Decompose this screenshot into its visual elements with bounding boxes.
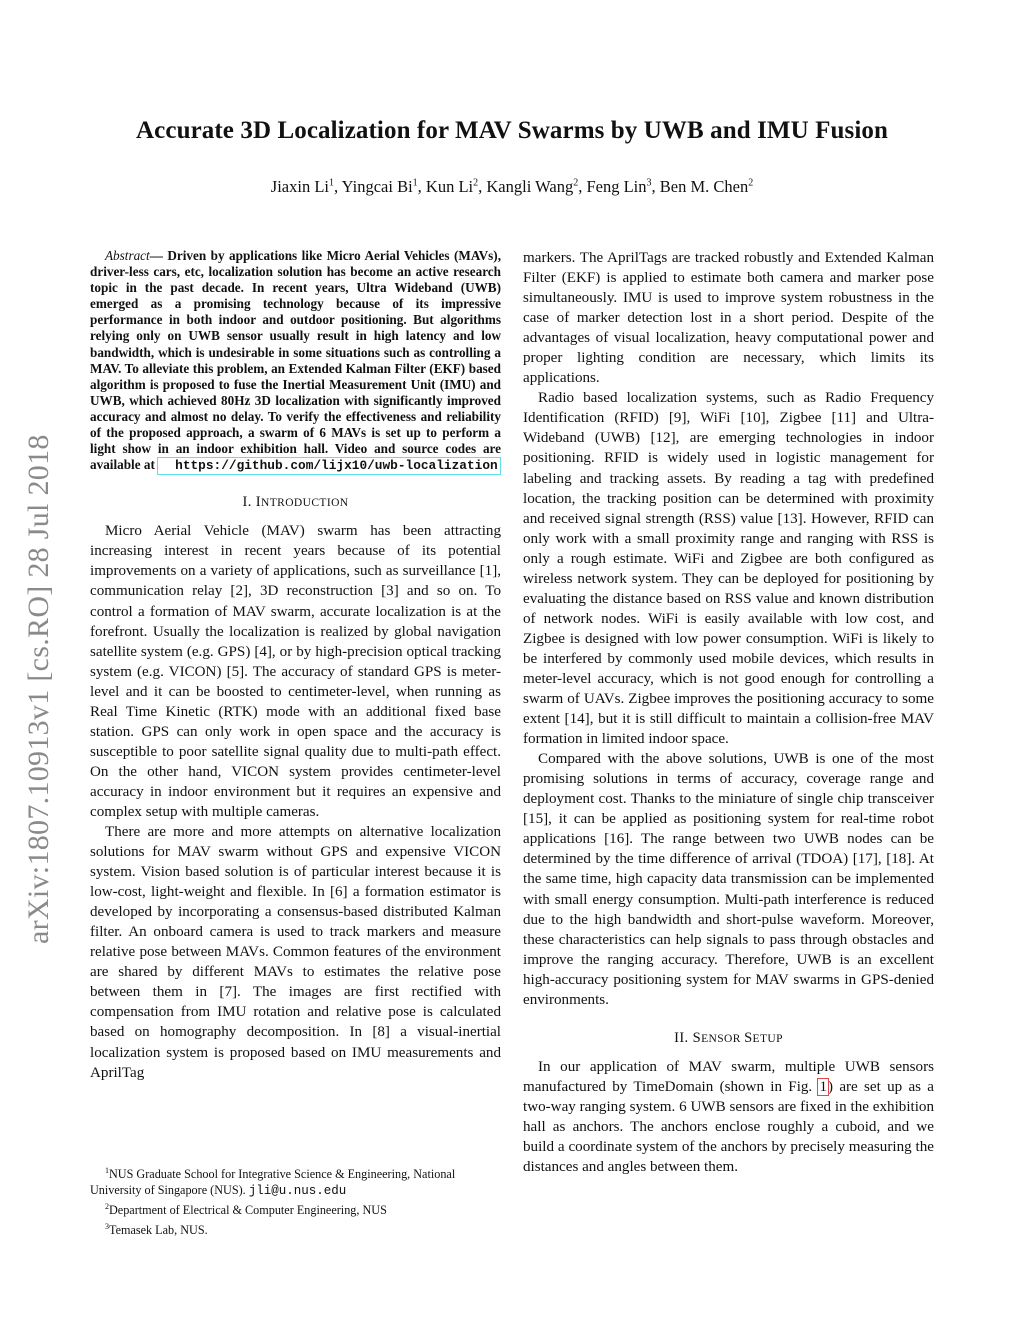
paragraph-text: ) are set up as a two-way ranging system. 6 UWB sensors are fixed in the exhibition hall as anchors. The anchors enclose roughly a cuboid, and we build a coordinate system of the anchors by precisely measuring the distances and angles between them.: [523, 1078, 934, 1176]
abstract-lead: Abstract: [105, 248, 150, 263]
abstract-dash: —: [149, 248, 163, 263]
author-separator: ,: [333, 177, 342, 196]
author: Yingcai Bi: [341, 177, 413, 196]
author-separator: ,: [578, 177, 587, 196]
arxiv-identifier: arXiv:1807.10913v1 [cs.RO] 28 Jul 2018: [22, 434, 55, 944]
left-column: [90, 248, 501, 1083]
body-paragraph: markers. The AprilTags are tracked robustly and Extended Kalman Filter (EKF) is applied to estimate both camera and marker pose simultaneously. IMU is used to improve system robustness in the case of marker detection lost in a short period. Despite of the advantages of visual localization, heavy computational power and proper lighting condition are necessary, which limits its applications.: [523, 250, 934, 387]
abstract: [90, 248, 501, 474]
author-separator: ,: [478, 177, 487, 196]
body-paragraph: Compared with the above solutions, UWB is one of the most promising solutions in terms of accuracy, coverage range and deployment cost. Thanks to the miniature of single chip transceiver [15], it can be applied as positioning system for real-time robot applications [16]. The range between two UWB nodes can be determined by the time difference of arrival (TDOA) [17], [18]. At the same time, high capacity data transmission can be implemented with small energy consumption. Multi-path interference is reduced due to the high bandwidth and short-pulse waveform. Moreover, these characteristics can help signals to pass through obstacles and improve the ranging accuracy. Therefore, UWB is an excellent high-accuracy positioning system for MAV swarms in GPS-denied environments.: [523, 751, 934, 1008]
section-number: II.: [674, 1029, 693, 1046]
author: Feng Lin: [586, 177, 647, 196]
footnote-text: Temasek Lab, NUS.: [109, 1222, 208, 1237]
right-column: [523, 248, 934, 1177]
author-affiliation: 1: [412, 177, 418, 189]
paragraph-text: In our application of MAV swarm, multiple UWB sensors manufactured by TimeDomain (shown in Fig.: [523, 1058, 934, 1095]
footnote-text: Department of Electrical & Computer Engineering, NUS: [109, 1203, 387, 1218]
author: Ben M. Chen: [659, 177, 749, 196]
section-title-initial: S: [744, 1029, 753, 1046]
intro-paragraph: There are more and more attempts on alternative localization solutions for MAV swarm without GPS and expensive VICON system. Vision based solution is of particular interest because it is low-cost, light-weight and flexible. In [6] a formation estimator is developed by incorporating a consensus-based distributed Kalman filter. An onboard camera is used to track markers and measure relative pose between MAVs. Common features of the environment are shared by different MAVs to estimates the relative pose between them in [7]. The images are first rectified with compensation from IMU rotation and relative pose is calculated based on homography decomposition. In [8] a visual-inertial localization system is proposed based on IMU measurements and AprilTag: [90, 824, 501, 1081]
author-affiliation: 2: [573, 177, 579, 189]
section-title-initial: I: [255, 494, 262, 511]
author: Jiaxin Li: [270, 177, 329, 196]
sensor-paragraph: [523, 1057, 934, 1177]
intro-paragraph: Micro Aerial Vehicle (MAV) swarm has been attracting increasing interest in recent years because of its potential improvements on a variety of applications, such as surveillance [1], communication relay [2], 3D reconstruction [3] and so on. To control a formation of MAV swarm, accurate localization is at the forefront. Usually the localization is realized by global navigation satellite system (e.g. GPS) [4], or by high-precision optical tracking system (e.g. VICON) [5]. The accuracy of standard GPS is meter-level and it can be boosted to centimeter-level, when running as Real Time Kinetic (RTK) mode with an additional fixed base station. GPS can only work in open space and the accuracy is susceptible to poor satellite signal quality due to multi-path effect. On the other hand, VICON system provides centimeter-level accuracy in indoor environment but it requires an expensive and complex setup with multiple cameras.: [90, 523, 501, 820]
author-affiliation: 2: [473, 177, 479, 189]
author: Kangli Wang: [486, 177, 574, 196]
author-list: [0, 177, 1024, 197]
author-affiliation: 3: [646, 177, 652, 189]
footnote-text: NUS Graduate School for Integrative Science & Engineering, National University of Singapore (NUS).: [90, 1167, 456, 1197]
footnote: [90, 1199, 501, 1219]
section-title-initial: S: [692, 1029, 702, 1046]
body-paragraph: Radio based localization systems, such as Radio Frequency Identification (RFID) [9], WiFi [10], Zigbee [11] and Ultra-Wideband (UWB) [12], are emerging technologies in indoor positioning. RFID is widely used in logistic management for labeling and tracking assets. By reading a tag with predefined location, the tracking position can be determined with proximity and received signal strength (RSS) value [13]. However, RFID can only work with a small proximity range and ranging with RSS is only a rough estimate. WiFi and Zigbee are both configured as wireless network system. They can be deployed for positioning by evaluating the distance based on RSS value and known distribution of network nodes. WiFi is easily available with low cost, and Zigbee is designed with low power consumption. WiFi is likely to be interfered by commonly used mobile devices, which results in meter-level accuracy, which is not good enough for controlling a swarm of UAVs. Zigbee improves the positioning accuracy to some extent [14], but it is still difficult to maintain a collision-free MAV formation in limited indoor space.: [523, 390, 934, 748]
section-title-rest: ETUP: [752, 1032, 783, 1045]
section-heading-introduction: [90, 494, 501, 511]
footnote: [90, 1219, 501, 1239]
footnote-marker: 2: [105, 1202, 109, 1212]
section-title-rest: NTRODUCTION: [261, 497, 349, 510]
author-separator: ,: [651, 177, 660, 196]
author-separator: ,: [417, 177, 426, 196]
author: Kun Li: [425, 177, 474, 196]
footnote-marker: 3: [105, 1221, 109, 1231]
section-title-rest: ENSOR: [701, 1032, 745, 1045]
author-email: jli@u.nus.edu: [248, 1183, 347, 1198]
footnotes: [90, 1163, 501, 1238]
author-affiliation: 2: [748, 177, 754, 189]
section-heading-sensor-setup: [523, 1030, 934, 1047]
author-affiliation: 1: [328, 177, 334, 189]
figure-reference-link[interactable]: 1: [819, 1078, 828, 1095]
paper-title: Accurate 3D Localization for MAV Swarms by UWB and IMU Fusion: [136, 117, 888, 144]
section-number: I.: [242, 494, 256, 511]
abstract-text: Driven by applications like Micro Aerial Vehicles (MAVs), driver-less cars, etc, localization solution has become an active research topic in the past decade. In recent years, Ultra Wideband (UWB) emerged as a promising technology because of its impressive performance in both indoor and outdoor positioning. But algorithms relying only on UWB sensor usually result in high latency and low bandwidth, which is undesirable in some situations such as controlling a MAV. To alleviate this problem, an Extended Kalman Filter (EKF) based algorithm is proposed to fuse the Inertial Measurement Unit (IMU) and UWB, which achieved 80Hz 3D localization with significantly improved accuracy and almost no delay. To verify the effectiveness and reliability of the proposed approach, a swarm of 6 MAVs is set up to perform a light show in an indoor exhibition hall. Video and source codes are available at: [90, 248, 501, 473]
footnote: [90, 1163, 501, 1199]
source-code-link[interactable]: https://github.com/lijx10/uwb-localization: [158, 458, 500, 474]
footnote-marker: 1: [105, 1166, 109, 1175]
